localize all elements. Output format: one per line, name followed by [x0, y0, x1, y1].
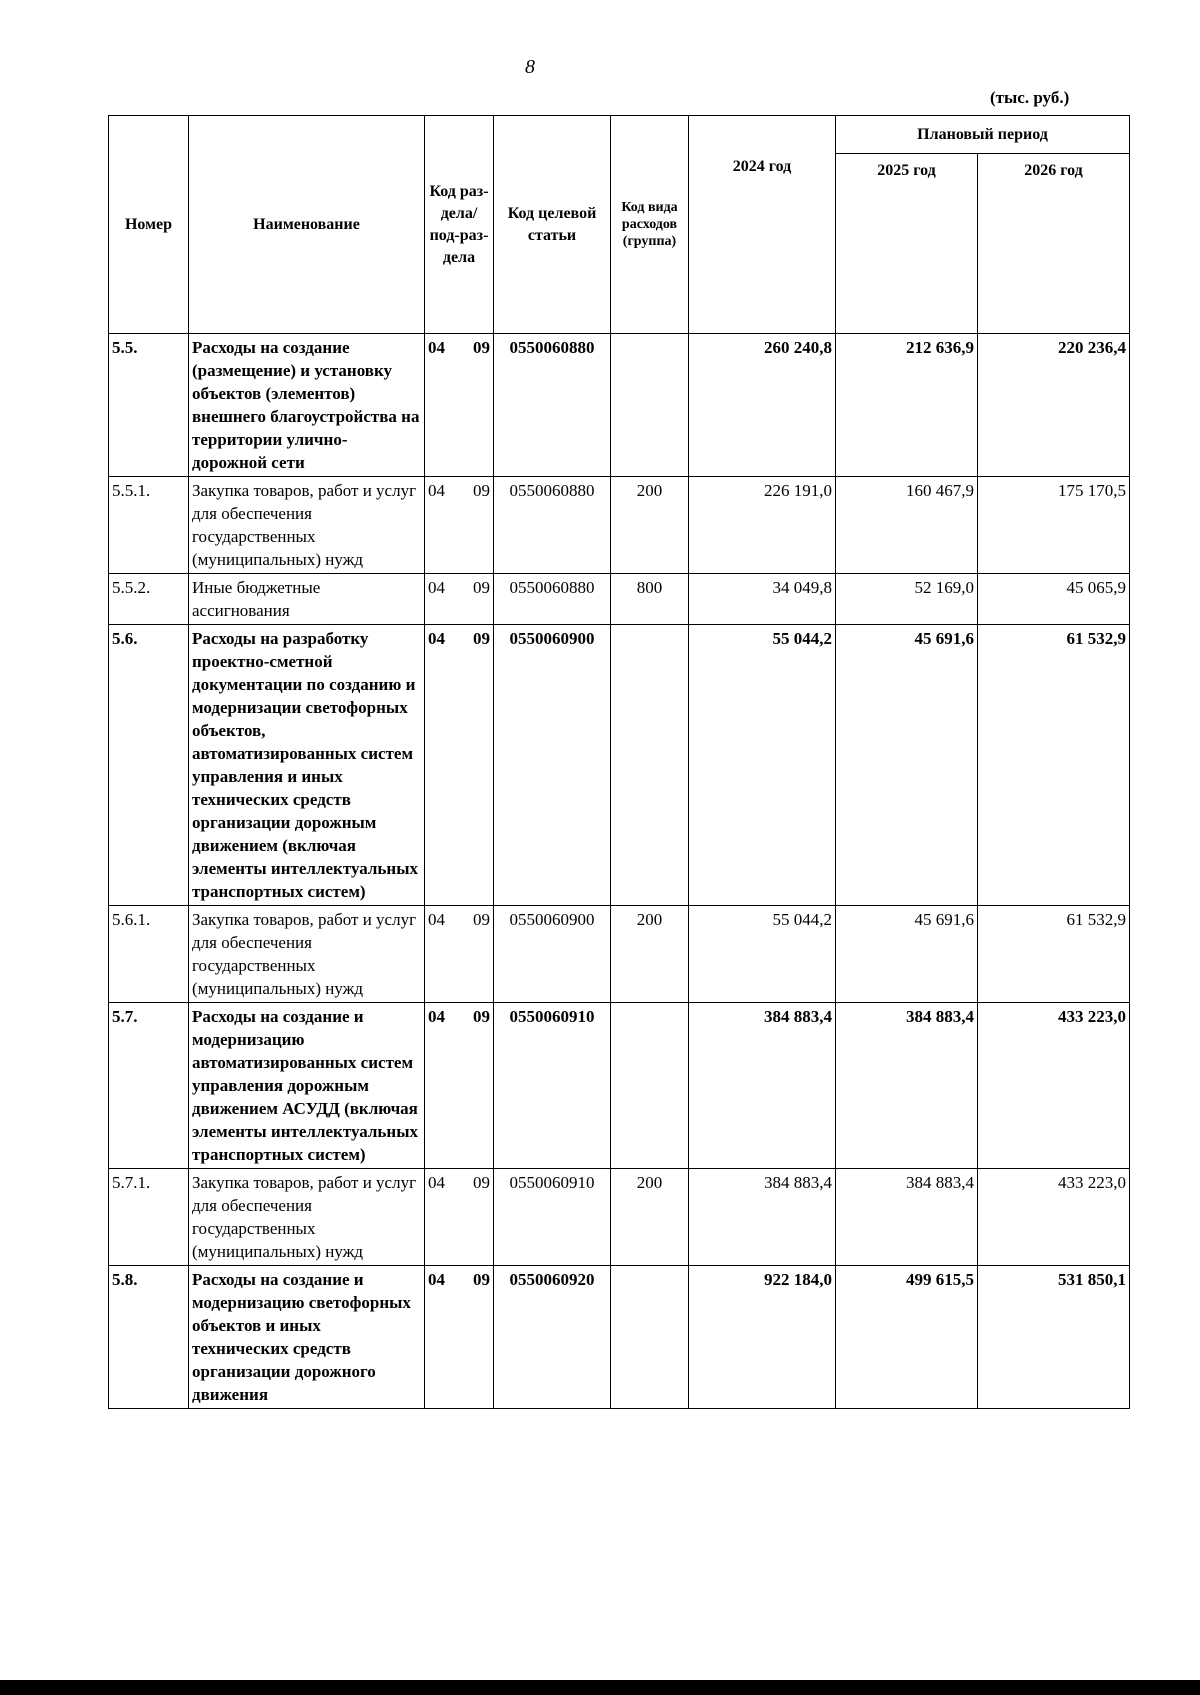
cell-amount-2026: 45 065,9 — [978, 574, 1130, 625]
cell-expense-type-code — [611, 1266, 689, 1409]
cell-number: 5.7.1. — [109, 1169, 189, 1266]
cell-target-article-code: 0550060880 — [494, 477, 611, 574]
cell-amount-2026: 61 532,9 — [978, 625, 1130, 906]
cell-target-article-code: 0550060880 — [494, 334, 611, 477]
cell-amount-2026: 61 532,9 — [978, 906, 1130, 1003]
budget-table — [108, 115, 1130, 1409]
cell-name: Иные бюджетные ассигнования — [189, 574, 425, 625]
cell-section-code — [425, 477, 494, 574]
section-code: 04 — [428, 1007, 445, 1026]
cell-section-code — [425, 334, 494, 477]
cell-amount-2025: 45 691,6 — [836, 906, 978, 1003]
section-code: 04 — [428, 481, 445, 500]
cell-expense-type-code: 200 — [611, 477, 689, 574]
cell-amount-2026: 220 236,4 — [978, 334, 1130, 477]
cell-section-code — [425, 1169, 494, 1266]
cell-section-code — [425, 1266, 494, 1409]
cell-expense-type-code — [611, 625, 689, 906]
subsection-code: 09 — [473, 1270, 490, 1289]
cell-amount-2024: 384 883,4 — [689, 1003, 836, 1169]
cell-amount-2026: 433 223,0 — [978, 1169, 1130, 1266]
table-row — [109, 625, 1130, 906]
cell-name: Расходы на создание и модернизацию светофорных объектов и иных технических средств организации дорожного движения — [189, 1266, 425, 1409]
cell-amount-2024: 55 044,2 — [689, 625, 836, 906]
table-row — [109, 1003, 1130, 1169]
cell-number: 5.6. — [109, 625, 189, 906]
cell-amount-2024: 922 184,0 — [689, 1266, 836, 1409]
header-year-2024: 2024 год — [689, 116, 836, 334]
cell-amount-2025: 384 883,4 — [836, 1169, 978, 1266]
cell-amount-2025: 499 615,5 — [836, 1266, 978, 1409]
table-row — [109, 906, 1130, 1003]
section-code: 04 — [428, 629, 445, 648]
cell-target-article-code: 0550060910 — [494, 1003, 611, 1169]
cell-target-article-code: 0550060920 — [494, 1266, 611, 1409]
cell-number: 5.5.2. — [109, 574, 189, 625]
section-code: 04 — [428, 1173, 445, 1192]
cell-amount-2024: 260 240,8 — [689, 334, 836, 477]
cell-amount-2024: 55 044,2 — [689, 906, 836, 1003]
cell-name: Расходы на разработку проектно-сметной документации по созданию и модернизации светофорных объектов, автоматизированных систем управления и иных технических средств организации дорожным движением (включая элементы интеллектуальных транспортных систем) — [189, 625, 425, 906]
cell-expense-type-code: 800 — [611, 574, 689, 625]
section-code: 04 — [428, 338, 445, 357]
cell-target-article-code: 0550060910 — [494, 1169, 611, 1266]
table-body — [109, 334, 1130, 1409]
cell-section-code — [425, 906, 494, 1003]
subsection-code: 09 — [473, 338, 490, 357]
cell-target-article-code: 0550060900 — [494, 906, 611, 1003]
header-target-article-code: Код целевой статьи — [494, 116, 611, 334]
units-label: (тыс. руб.) — [990, 88, 1070, 107]
cell-number: 5.7. — [109, 1003, 189, 1169]
section-code: 04 — [428, 910, 445, 929]
header-number: Номер — [109, 116, 189, 334]
cell-target-article-code: 0550060880 — [494, 574, 611, 625]
table-row — [109, 1266, 1130, 1409]
cell-amount-2025: 52 169,0 — [836, 574, 978, 625]
header-section-code: Код раз-дела/ под-раз-дела — [425, 116, 494, 334]
subsection-code: 09 — [473, 910, 490, 929]
header-planned-period: Плановый период — [836, 116, 1130, 154]
cell-expense-type-code: 200 — [611, 906, 689, 1003]
subsection-code: 09 — [473, 578, 490, 597]
subsection-code: 09 — [473, 1007, 490, 1026]
subsection-code: 09 — [473, 481, 490, 500]
cell-amount-2025: 384 883,4 — [836, 1003, 978, 1169]
table-row — [109, 574, 1130, 625]
cell-amount-2024: 226 191,0 — [689, 477, 836, 574]
cell-name: Закупка товаров, работ и услуг для обеспечения государственных (муниципальных) нужд — [189, 906, 425, 1003]
cell-amount-2025: 45 691,6 — [836, 625, 978, 906]
section-code: 04 — [428, 1270, 445, 1289]
cell-amount-2026: 433 223,0 — [978, 1003, 1130, 1169]
header-year-2025: 2025 год — [836, 154, 978, 334]
section-code: 04 — [428, 578, 445, 597]
header-name: Наименование — [189, 116, 425, 334]
scan-border — [0, 1680, 1200, 1695]
subsection-code: 09 — [473, 629, 490, 648]
table-row — [109, 477, 1130, 574]
table-row — [109, 334, 1130, 477]
cell-amount-2025: 160 467,9 — [836, 477, 978, 574]
cell-expense-type-code — [611, 1003, 689, 1169]
cell-number: 5.5.1. — [109, 477, 189, 574]
cell-expense-type-code: 200 — [611, 1169, 689, 1266]
cell-target-article-code: 0550060900 — [494, 625, 611, 906]
cell-number: 5.6.1. — [109, 906, 189, 1003]
header-year-2026: 2026 год — [978, 154, 1130, 334]
cell-amount-2024: 384 883,4 — [689, 1169, 836, 1266]
cell-name: Закупка товаров, работ и услуг для обеспечения государственных (муниципальных) нужд — [189, 1169, 425, 1266]
cell-amount-2024: 34 049,8 — [689, 574, 836, 625]
cell-section-code — [425, 625, 494, 906]
page-number: 8 — [525, 56, 535, 78]
cell-number: 5.8. — [109, 1266, 189, 1409]
cell-section-code — [425, 1003, 494, 1169]
header-expense-type-code: Код вида расходов (группа) — [611, 116, 689, 334]
cell-name: Расходы на создание и модернизацию автоматизированных систем управления дорожным движением АСУДД (включая элементы интеллектуальных транспортных систем) — [189, 1003, 425, 1169]
cell-amount-2025: 212 636,9 — [836, 334, 978, 477]
cell-section-code — [425, 574, 494, 625]
cell-number: 5.5. — [109, 334, 189, 477]
subsection-code: 09 — [473, 1173, 490, 1192]
cell-amount-2026: 175 170,5 — [978, 477, 1130, 574]
cell-amount-2026: 531 850,1 — [978, 1266, 1130, 1409]
cell-expense-type-code — [611, 334, 689, 477]
table-row — [109, 1169, 1130, 1266]
cell-name: Закупка товаров, работ и услуг для обеспечения государственных (муниципальных) нужд — [189, 477, 425, 574]
cell-name: Расходы на создание (размещение) и установку объектов (элементов) внешнего благоустройства на территории улично-дорожной сети — [189, 334, 425, 477]
